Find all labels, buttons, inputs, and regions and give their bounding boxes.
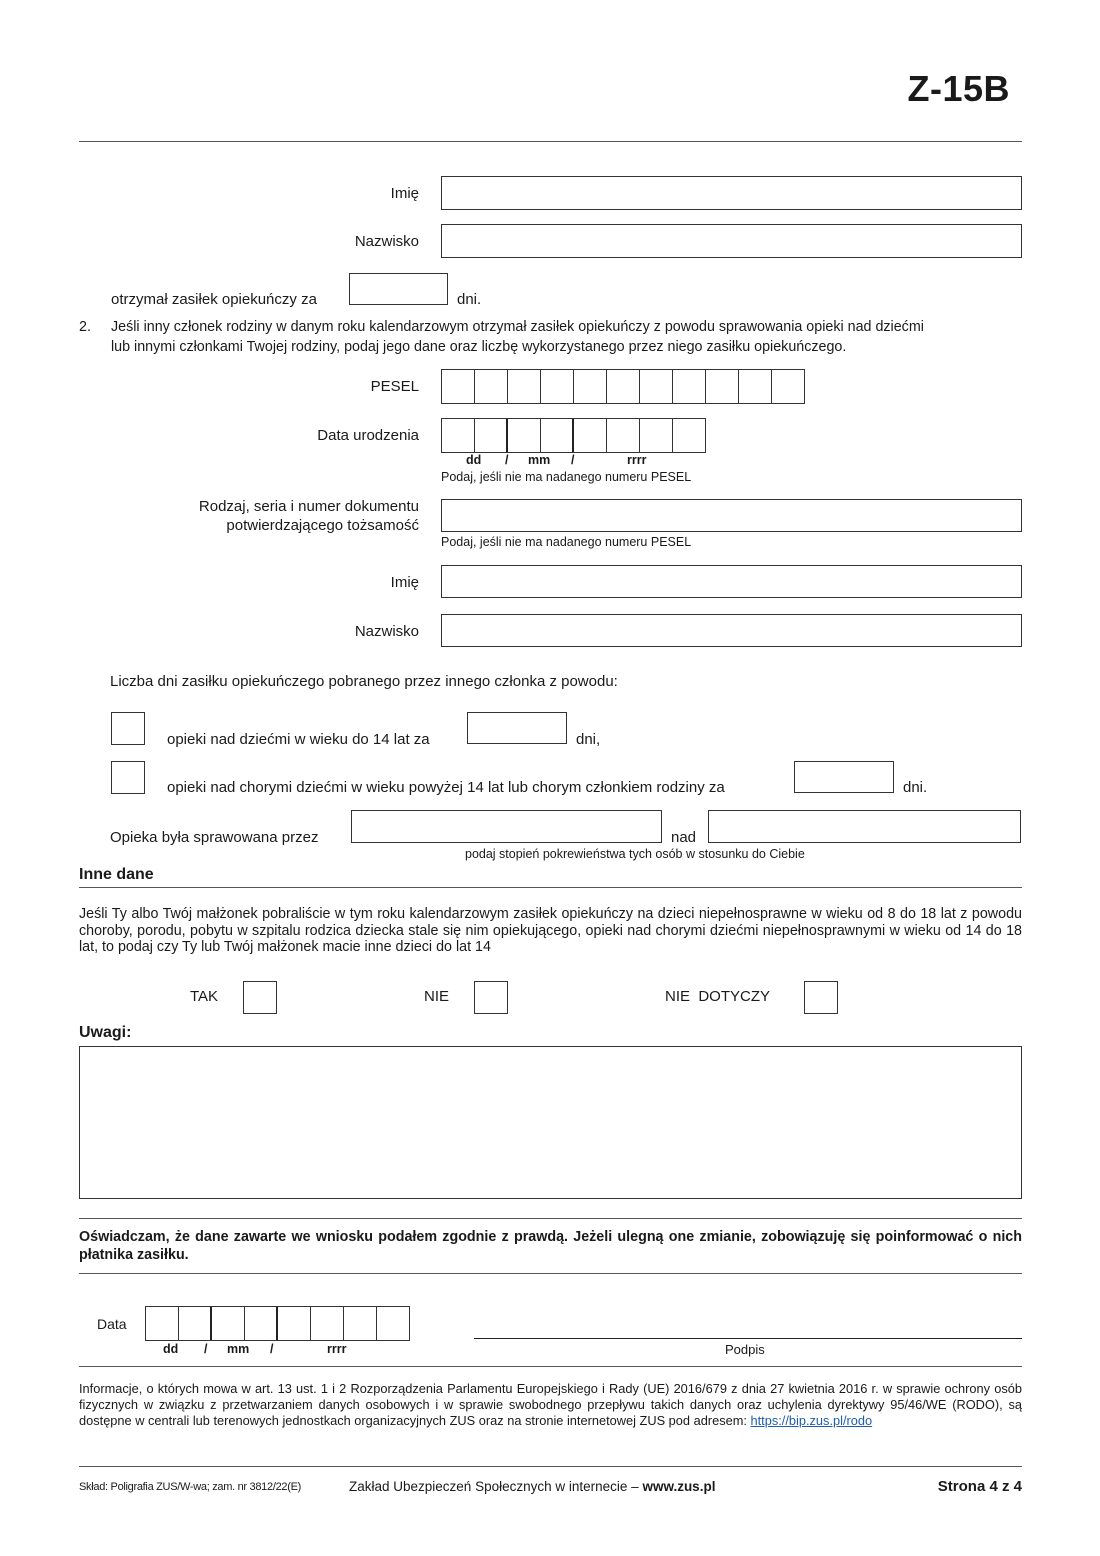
- pesel-cell[interactable]: [574, 370, 607, 403]
- footer-zus-online: [349, 1479, 715, 1494]
- signature-date-cell[interactable]: [344, 1307, 377, 1340]
- rodo-text-body: Informacje, o których mowa w art. 13 ust. 1 i 2 Rozporządzenia Parlamentu Europejskiego i Rady (UE) 2016/679 z dnia 27 kwietnia 2016 r. w sprawie ochrony osób fizycznych w związku z przetwarzaniem danych osobowych i w sprawie swobodnego przepływu takich danych oraz uchylenia dyrektywy 95/46/WE (RODO), są dostępne w centrali lub terenowych jednostkach organizacyjnych ZUS oraz na stronie internetowej ZUS pod adresem:: [79, 1381, 1022, 1428]
- no-label: NIE: [424, 988, 450, 1005]
- form-code: Z-15B: [907, 68, 1010, 109]
- birth-date-cell[interactable]: [673, 419, 706, 452]
- birth-date-sep: /: [505, 453, 509, 467]
- pesel-field[interactable]: [441, 369, 805, 404]
- birth-date-hint: Podaj, jeśli nie ma nadanego numeru PESEL: [441, 470, 692, 484]
- other-data-divider: [79, 887, 1022, 888]
- signature-bottom-divider: [79, 1366, 1022, 1367]
- pesel-cell[interactable]: [508, 370, 541, 403]
- remarks-field[interactable]: [79, 1046, 1022, 1199]
- declaration-text: Oświadczam, że dane zawarte we wniosku podałem zgodnie z prawdą. Jeżeli ulegną one zmianie, zobowiązuję się poinformować o nich płatnika zasiłku.: [79, 1229, 1022, 1263]
- signature-date-cell[interactable]: [179, 1307, 212, 1340]
- birth-date-rrrr: rrrr: [627, 453, 647, 467]
- option-children-under-14-suffix: dni,: [576, 731, 601, 748]
- pesel-cell[interactable]: [607, 370, 640, 403]
- signature-date-cell[interactable]: [278, 1307, 311, 1340]
- rodo-bottom-divider: [79, 1466, 1022, 1467]
- remarks-heading: Uwagi:: [79, 1024, 132, 1041]
- yes-checkbox[interactable]: [243, 981, 277, 1014]
- signature-date-cell[interactable]: [212, 1307, 245, 1340]
- no-checkbox[interactable]: [474, 981, 508, 1014]
- section-2-intro-line1: Jeśli inny członek rodziny w danym roku kalendarzowym otrzymał zasiłek opiekuńczy z powodu sprawowania opieki nad dziećmi: [111, 319, 924, 335]
- option-sick-children-label: opieki nad chorymi dziećmi w wieku powyżej 14 lat lub chorym członkiem rodziny za: [167, 779, 725, 796]
- birth-date-label: Data urodzenia: [317, 427, 419, 444]
- signature-line[interactable]: [474, 1338, 1022, 1339]
- birth-date-cell[interactable]: [442, 419, 475, 452]
- first-name-field[interactable]: [441, 176, 1022, 210]
- pesel-cell[interactable]: [673, 370, 706, 403]
- document-label-line1: Rodzaj, seria i numer dokumentu: [198, 498, 419, 515]
- received-days-field[interactable]: [349, 273, 448, 305]
- pesel-cell[interactable]: [706, 370, 739, 403]
- rodo-link[interactable]: https://bip.zus.pl/rodo: [750, 1413, 873, 1428]
- footer-zus-site[interactable]: www.zus.pl: [642, 1479, 716, 1494]
- option-sick-children-days-field[interactable]: [794, 761, 894, 793]
- signature-date-cell[interactable]: [311, 1307, 344, 1340]
- birth-date-cell[interactable]: [541, 419, 574, 452]
- yes-label: TAK: [190, 988, 219, 1005]
- option-sick-children-suffix: dni.: [903, 779, 928, 796]
- signature-date-field[interactable]: [145, 1306, 410, 1341]
- option-sick-children-checkbox[interactable]: [111, 761, 145, 794]
- received-days-prefix: otrzymał zasiłek opiekuńczy za: [111, 291, 317, 308]
- not-applicable-label: NIE DOTYCZY: [665, 988, 771, 1005]
- birth-date-dd: dd: [466, 453, 482, 467]
- care-over-field[interactable]: [708, 810, 1021, 843]
- other-first-name-field[interactable]: [441, 565, 1022, 598]
- other-data-heading: Inne dane: [79, 866, 154, 883]
- rodo-text: [79, 1381, 1022, 1429]
- birth-date-mm: mm: [528, 453, 551, 467]
- pesel-cell[interactable]: [772, 370, 805, 403]
- footer-print-info: Skład: Poligrafia ZUS/W-wa; zam. nr 3812/22(E): [79, 1481, 301, 1493]
- first-name-label: Imię: [390, 185, 419, 202]
- document-label-line2: potwierdzającego tożsamość: [226, 517, 419, 534]
- birth-date-sep: /: [571, 453, 575, 467]
- section-2-number: 2.: [79, 319, 91, 335]
- birth-date-field[interactable]: [441, 418, 706, 453]
- signature-date-sep: /: [270, 1342, 274, 1356]
- care-by-label: Opieka była sprawowana przez: [110, 829, 319, 846]
- signature-date-label: Data: [97, 1316, 127, 1332]
- signature-date-rrrr: rrrr: [327, 1342, 347, 1356]
- pesel-label: PESEL: [370, 378, 419, 395]
- other-last-name-field[interactable]: [441, 614, 1022, 647]
- birth-date-cell[interactable]: [607, 419, 640, 452]
- other-last-name-label: Nazwisko: [354, 623, 419, 640]
- pesel-cell[interactable]: [640, 370, 673, 403]
- declaration-bottom-divider: [79, 1273, 1022, 1274]
- signature-date-dd: dd: [163, 1342, 179, 1356]
- header-divider: [79, 141, 1022, 142]
- option-children-under-14-checkbox[interactable]: [111, 712, 145, 745]
- care-over-label: nad: [671, 829, 697, 846]
- received-days-suffix: dni.: [457, 291, 482, 308]
- signature-label: Podpis: [725, 1342, 765, 1357]
- footer-page-number: Strona 4 z 4: [937, 1478, 1022, 1495]
- signature-date-mm: mm: [227, 1342, 250, 1356]
- signature-date-sep: /: [204, 1342, 208, 1356]
- last-name-field[interactable]: [441, 224, 1022, 258]
- other-first-name-label: Imię: [390, 574, 419, 591]
- pesel-cell[interactable]: [739, 370, 772, 403]
- birth-date-cell[interactable]: [508, 419, 541, 452]
- identity-document-field[interactable]: [441, 499, 1022, 532]
- pesel-cell[interactable]: [541, 370, 574, 403]
- not-applicable-checkbox[interactable]: [804, 981, 838, 1014]
- birth-date-cell[interactable]: [475, 419, 508, 452]
- identity-document-hint: Podaj, jeśli nie ma nadanego numeru PESEL: [441, 535, 692, 549]
- pesel-cell[interactable]: [442, 370, 475, 403]
- pesel-cell[interactable]: [475, 370, 508, 403]
- signature-date-cell[interactable]: [377, 1307, 410, 1340]
- section-2-intro-line2: lub innymi członkami Twojej rodziny, podaj jego dane oraz liczbę wykorzystanego przez niego zasiłku opiekuńczego.: [111, 339, 847, 355]
- care-by-field[interactable]: [351, 810, 662, 843]
- care-hint: podaj stopień pokrewieństwa tych osób w stosunku do Ciebie: [465, 847, 805, 861]
- declaration-top-divider: [79, 1218, 1022, 1219]
- footer-zus-online-text: Zakład Ubezpieczeń Społecznych w internecie –: [349, 1479, 639, 1494]
- days-intro: Liczba dni zasiłku opiekuńczego pobranego przez innego członka z powodu:: [110, 673, 618, 690]
- signature-date-cell[interactable]: [146, 1307, 179, 1340]
- other-data-paragraph: Jeśli Ty albo Twój małżonek pobraliście w tym roku kalendarzowym zasiłek opiekuńczy na dzieci niepełnosprawne w wieku od 8 do 18 lat z powodu choroby, porodu, pobytu w szpitalu rodzica dziecka stale się nim opiekującego, opieki nad chorymi dziećmi niepełnosprawnymi w wieku od 14 do 18 lat, to podaj czy Ty lub Twój małżonek macie inne dzieci do lat 14: [79, 906, 1022, 955]
- signature-date-cell[interactable]: [245, 1307, 278, 1340]
- birth-date-cell[interactable]: [574, 419, 607, 452]
- birth-date-cell[interactable]: [640, 419, 673, 452]
- option-children-under-14-days-field[interactable]: [467, 712, 567, 744]
- last-name-label: Nazwisko: [354, 233, 419, 250]
- option-children-under-14-label: opieki nad dziećmi w wieku do 14 lat za: [167, 731, 430, 748]
